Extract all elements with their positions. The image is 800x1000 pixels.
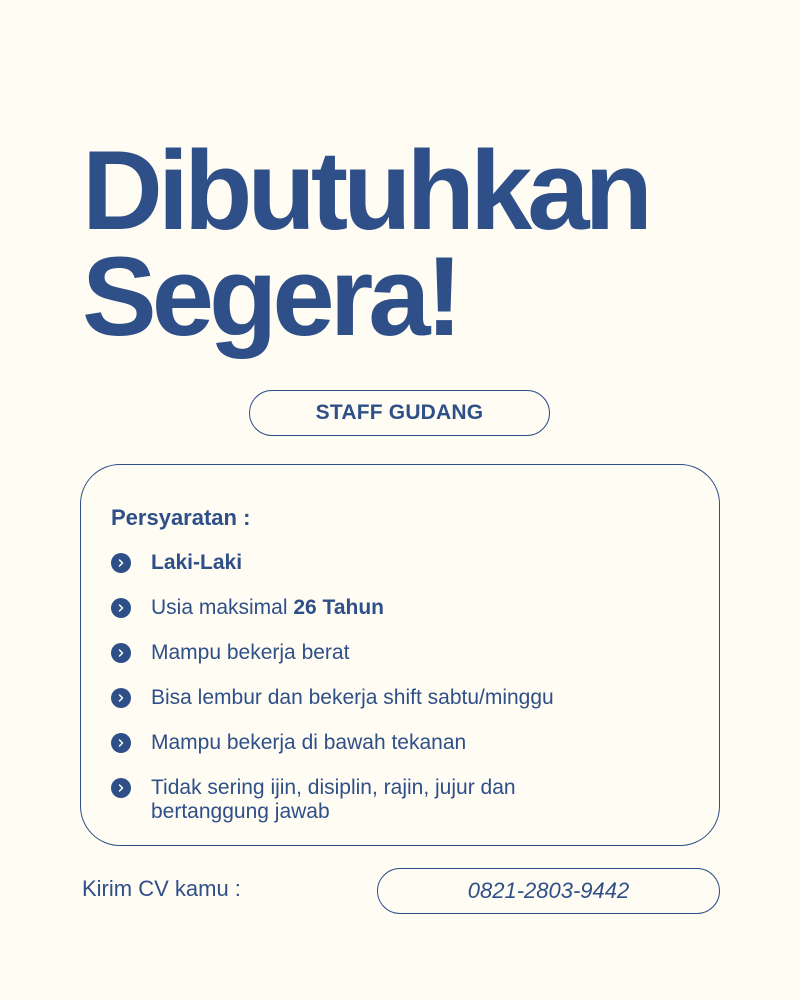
requirements-title: Persyaratan :: [111, 505, 251, 530]
phone-number[interactable]: 0821-2803-9442: [467, 878, 630, 903]
chevron-right-circle-icon: [111, 778, 131, 798]
list-item: [111, 551, 691, 575]
send-cv-label: Kirim CV kamu :: [82, 876, 241, 901]
chevron-right-circle-icon: [111, 643, 131, 663]
chevron-right-circle-icon: [111, 733, 131, 753]
headline: [82, 128, 648, 359]
headline-line-2: Segera!: [82, 234, 458, 359]
requirement-text: Laki-Laki: [151, 551, 243, 574]
requirements-card: [80, 464, 720, 846]
requirement-text: [151, 596, 384, 620]
phone-number-badge[interactable]: [377, 868, 720, 914]
requirements-list: [111, 551, 691, 845]
requirement-text: Mampu bekerja berat: [151, 641, 350, 664]
list-item: [111, 776, 691, 824]
requirement-text: Mampu bekerja di bawah tekanan: [151, 731, 467, 754]
requirement-text: Bisa lembur dan bekerja shift sabtu/minggu: [151, 686, 554, 709]
chevron-right-circle-icon: [111, 553, 131, 573]
position-badge: [249, 390, 550, 436]
requirement-text: Tidak sering ijin, disiplin, rajin, jujur dan bertanggung jawab: [151, 776, 516, 823]
requirement-emphasis: 26 Tahun: [293, 596, 384, 619]
list-item: [111, 731, 691, 755]
chevron-right-circle-icon: [111, 688, 131, 708]
chevron-right-circle-icon: [111, 598, 131, 618]
requirement-prefix: Usia maksimal: [151, 596, 294, 619]
list-item: [111, 596, 691, 620]
list-item: [111, 686, 691, 710]
list-item: [111, 641, 691, 665]
position-label: STAFF GUDANG: [315, 401, 484, 424]
headline-line-1: Dibutuhkan: [82, 128, 648, 253]
